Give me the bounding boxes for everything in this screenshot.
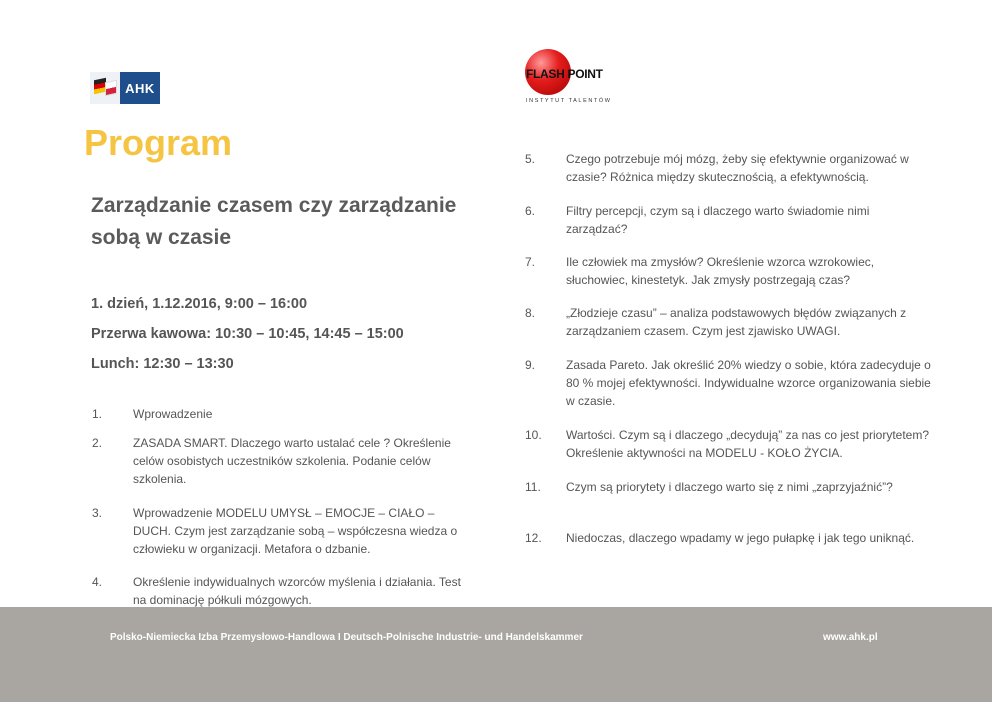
item-number: 1. — [92, 407, 103, 421]
item-text: Zasada Pareto. Jak określić 20% wiedzy o sobie, która zadecyduje o 80 % mojej efektywności. Indywidualne wzorce organizowania siebie w czasie. — [566, 358, 931, 408]
ahk-logo — [90, 72, 160, 104]
flashpoint-logo — [522, 47, 622, 109]
coffee-break-info: Przerwa kawowa: 10:30 – 10:45, 14:45 – 15:00 — [91, 326, 404, 342]
flags-icon — [90, 72, 120, 104]
page-title: Program — [84, 122, 233, 163]
item-text: Czego potrzebuje mój mózg, żeby się efektywnie organizować w czasie? Różnica między skutecznością, a efektywnością. — [566, 152, 909, 184]
item-number: 5. — [525, 152, 536, 166]
item-number: 3. — [92, 506, 103, 520]
footer-organization: Polsko-Niemiecka Izba Przemysłowo-Handlowa I Deutsch-Polnische Industrie- und Handelskammer — [110, 632, 583, 643]
item-number: 4. — [92, 575, 103, 589]
item-text: Ile człowiek ma zmysłów? Określenie wzorca wzrokowiec, słuchowiec, kinestetyk. Jak zmysły postrzegają czas? — [566, 255, 875, 287]
day-info: 1. dzień, 1.12.2016, 9:00 – 16:00 — [91, 296, 308, 312]
flashpoint-subtitle: INSTYTUT TALENTÓW — [526, 98, 612, 104]
item-text: ZASADA SMART. Dlaczego warto ustalać cele ? Określenie celów osobistych uczestników szkolenia. Podanie celów szkolenia. — [133, 436, 451, 486]
item-number: 9. — [525, 358, 536, 372]
item-number: 6. — [525, 204, 536, 218]
footer — [0, 607, 992, 702]
item-number: 8. — [525, 306, 536, 320]
item-text: Wprowadzenie MODELU UMYSŁ – EMOCJE – CIAŁO – DUCH. Czym jest zarządzanie sobą – współczesna wiedza o człowieku w organizacji. Metafora o dzbanie. — [133, 506, 458, 556]
item-text: Wartości. Czym są i dlaczego „decydują” za nas co jest priorytetem? Określenie aktywności na MODELU - KOŁO ŻYCIA. — [566, 428, 930, 460]
ahk-logo-text: AHK — [120, 72, 160, 104]
program-subtitle: Zarządzanie czasem czy zarządzanie sobą w czasie — [91, 194, 457, 249]
item-number: 11. — [525, 480, 541, 494]
item-text: Wprowadzenie — [133, 407, 213, 421]
lunch-info: Lunch: 12:30 – 13:30 — [91, 356, 234, 372]
item-number: 7. — [525, 255, 536, 269]
item-text: Określenie indywidualnych wzorców myślenia i działania. Test na dominację półkuli mózgowych. — [133, 575, 461, 607]
footer-url-link[interactable]: www.ahk.pl — [823, 632, 878, 643]
item-text: Niedoczas, dlaczego wpadamy w jego pułapkę i jak tego uniknąć. — [566, 531, 915, 545]
item-text: „Złodzieje czasu” – analiza podstawowych błędów związanych z zarządzaniem czasem. Czym jest zjawisko UWAGI. — [566, 306, 907, 338]
item-number: 2. — [92, 436, 103, 450]
item-number: 12. — [525, 531, 542, 545]
item-text: Filtry percepcji, czym są i dlaczego warto świadomie nimi zarządzać? — [566, 204, 870, 236]
item-number: 10. — [525, 428, 542, 442]
item-text: Czym są priorytety i dlaczego warto się z nimi „zaprzyjaźnić”? — [566, 480, 893, 494]
flashpoint-name: FLASH POINT — [526, 67, 603, 81]
